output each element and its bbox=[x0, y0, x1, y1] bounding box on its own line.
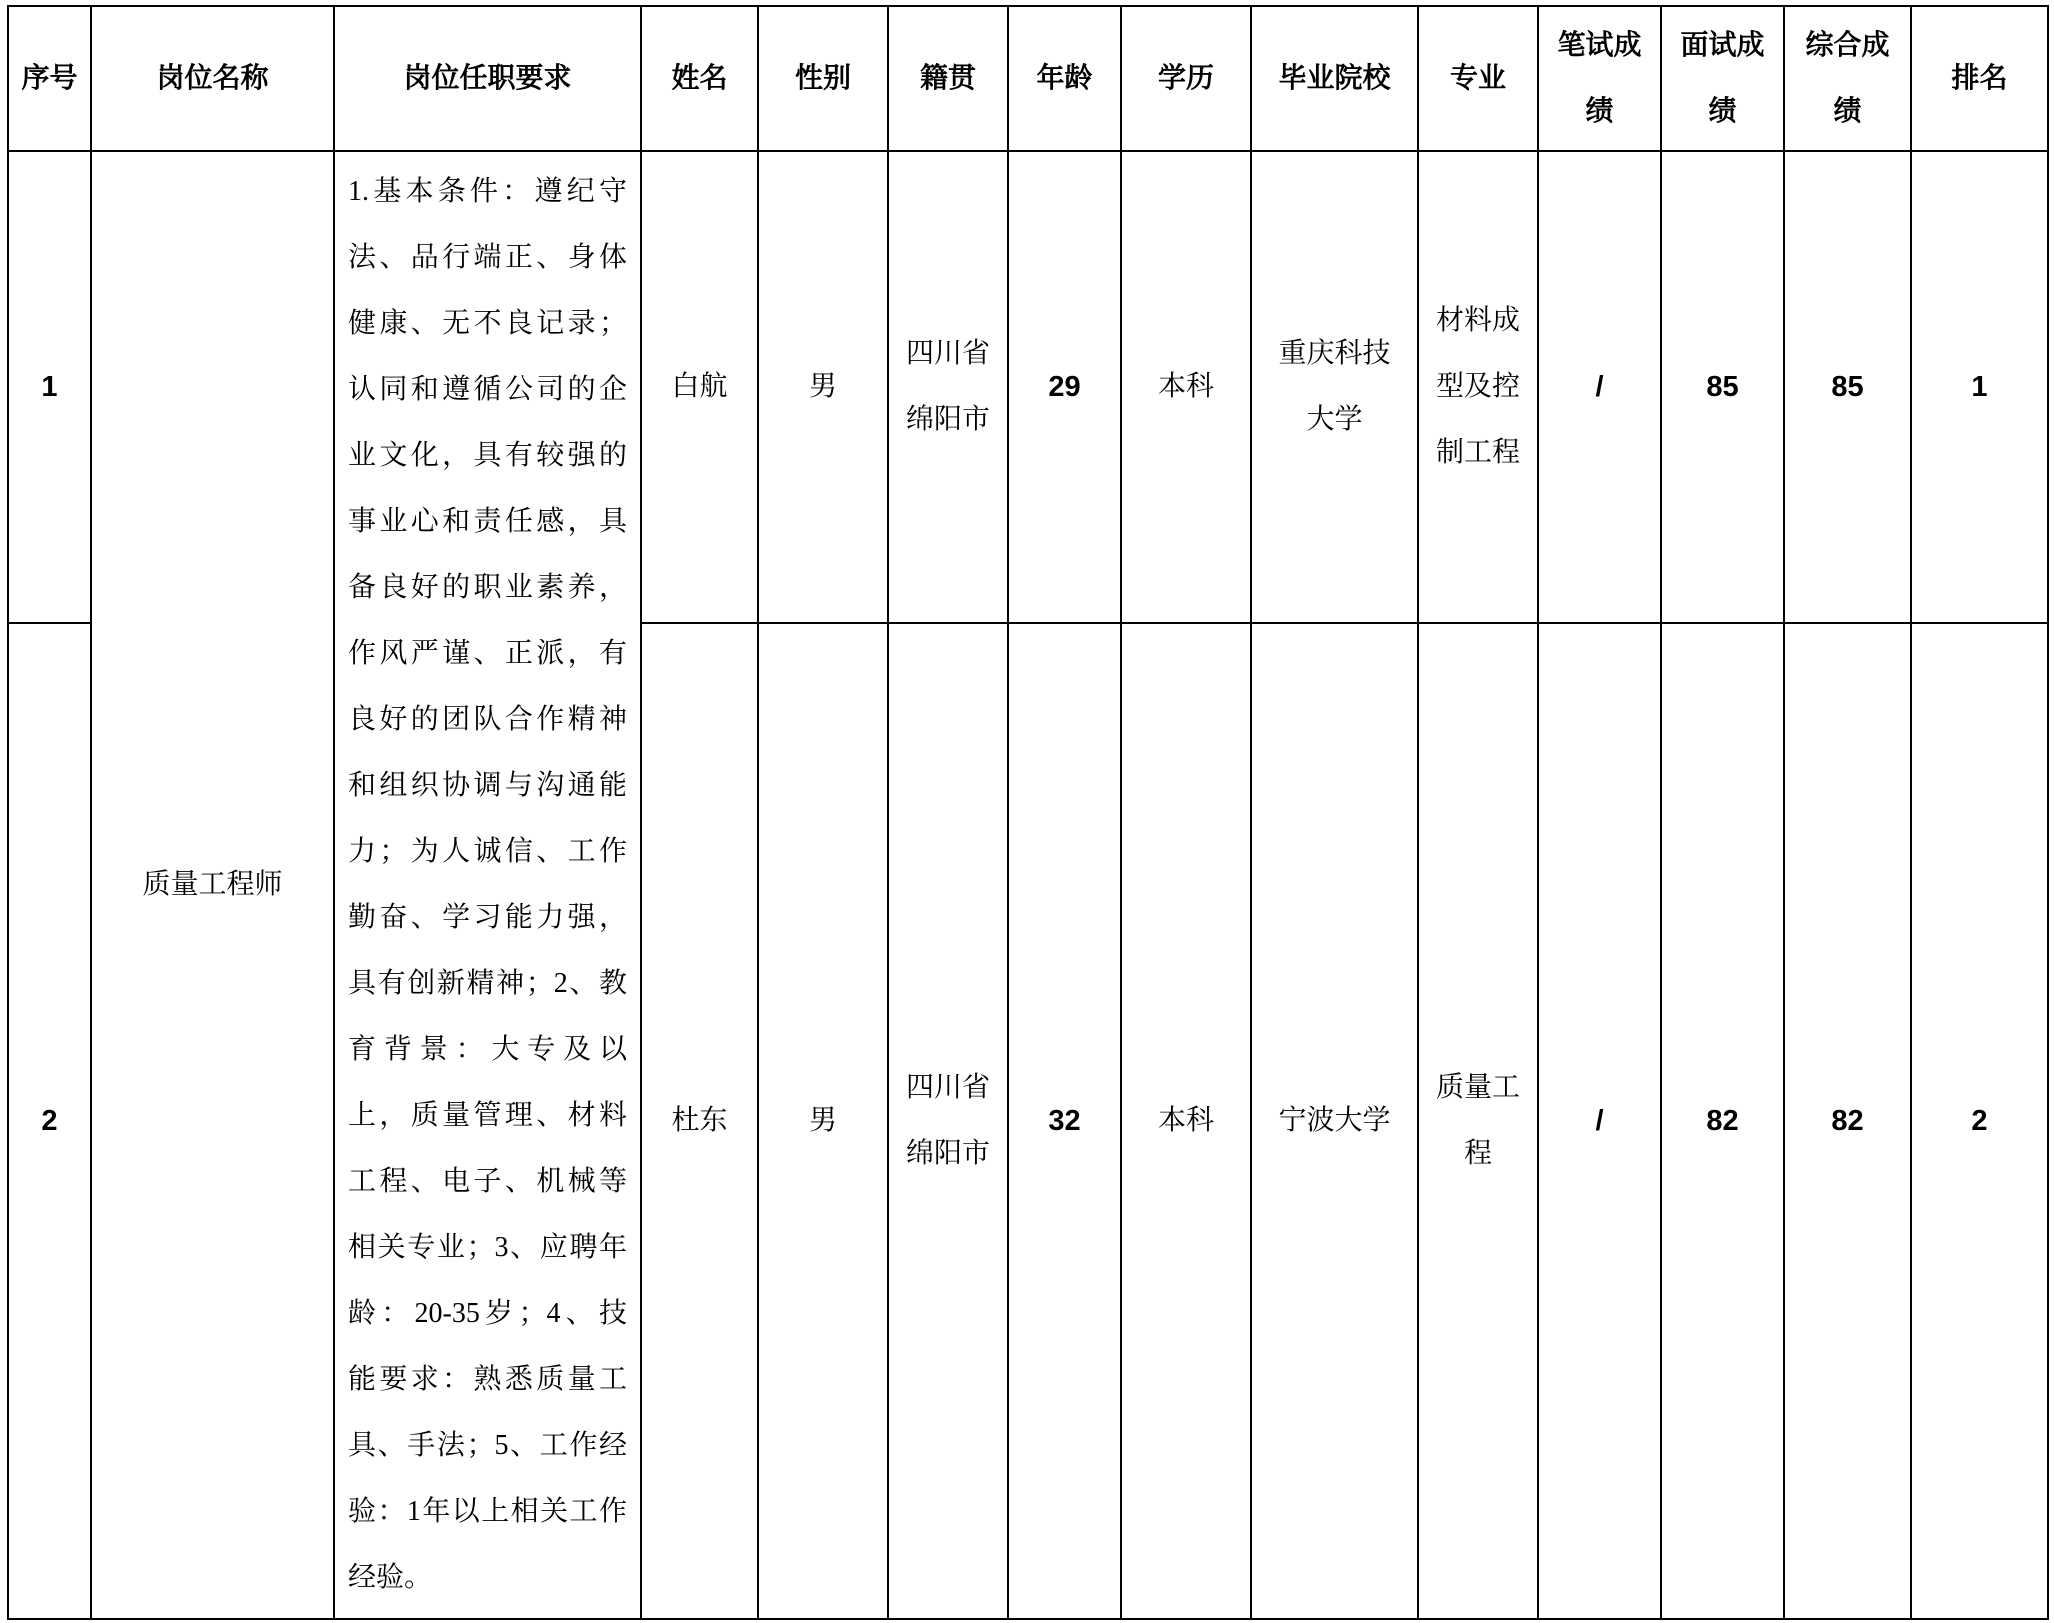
cell-major: 材料成 型及控 制工程 bbox=[1418, 151, 1538, 623]
col-header-position-name: 岗位名称 bbox=[91, 6, 334, 151]
col-header-gender: 性别 bbox=[758, 6, 888, 151]
cell-name: 白航 bbox=[641, 151, 758, 623]
col-header-rank: 排名 bbox=[1911, 6, 2048, 151]
col-header-overall-score: 综合成 绩 bbox=[1784, 6, 1911, 151]
cell-written-score: / bbox=[1538, 151, 1661, 623]
col-header-education: 学历 bbox=[1121, 6, 1251, 151]
cell-university: 重庆科技 大学 bbox=[1251, 151, 1418, 623]
cell-education: 本科 bbox=[1121, 151, 1251, 623]
cell-name: 杜东 bbox=[641, 623, 758, 1619]
cell-rank: 2 bbox=[1911, 623, 2048, 1619]
col-header-interview-score: 面试成 绩 bbox=[1661, 6, 1784, 151]
cell-position-name: 质量工程师 bbox=[91, 151, 334, 1619]
col-header-requirements: 岗位任职要求 bbox=[334, 6, 641, 151]
candidate-score-table bbox=[7, 5, 2049, 1620]
cell-rank: 1 bbox=[1911, 151, 2048, 623]
cell-age: 32 bbox=[1008, 623, 1121, 1619]
cell-index: 1 bbox=[8, 151, 91, 623]
cell-interview-score: 82 bbox=[1661, 623, 1784, 1619]
col-header-index: 序号 bbox=[8, 6, 91, 151]
col-header-native-place: 籍贯 bbox=[888, 6, 1008, 151]
col-header-written-score: 笔试成 绩 bbox=[1538, 6, 1661, 151]
col-header-university: 毕业院校 bbox=[1251, 6, 1418, 151]
table-header-row bbox=[8, 6, 2048, 151]
col-header-name: 姓名 bbox=[641, 6, 758, 151]
cell-index: 2 bbox=[8, 623, 91, 1619]
cell-education: 本科 bbox=[1121, 623, 1251, 1619]
cell-gender: 男 bbox=[758, 151, 888, 623]
cell-overall-score: 85 bbox=[1784, 151, 1911, 623]
cell-major: 质量工 程 bbox=[1418, 623, 1538, 1619]
table-row bbox=[8, 151, 2048, 623]
col-header-age: 年龄 bbox=[1008, 6, 1121, 151]
col-header-major: 专业 bbox=[1418, 6, 1538, 151]
cell-native-place: 四川省 绵阳市 bbox=[888, 623, 1008, 1619]
cell-requirements: 1.基本条件：遵纪守 法、品行端正、身体 健康、无不良记录； 认同和遵循公司的企 业文化，具有较强的 事业心和责任感，具 备良好的职业素养， 作风严谨、正派，有 良好的团队合作精神 和组织协调与沟通能 力；为人诚信、工作 勤奋、学习能力强， 具有创新精神；2、教 育背景：大专及以 上，质量管理、材料 工程、电子、机械等 相关专业；3、应聘年 龄：20-35岁；4、技 能要求：熟悉质量工 具、手法；5、工作经 验：1年以上相关工作 经验。 bbox=[334, 151, 641, 1619]
cell-overall-score: 82 bbox=[1784, 623, 1911, 1619]
cell-gender: 男 bbox=[758, 623, 888, 1619]
cell-university: 宁波大学 bbox=[1251, 623, 1418, 1619]
cell-written-score: / bbox=[1538, 623, 1661, 1619]
cell-interview-score: 85 bbox=[1661, 151, 1784, 623]
cell-age: 29 bbox=[1008, 151, 1121, 623]
cell-native-place: 四川省 绵阳市 bbox=[888, 151, 1008, 623]
